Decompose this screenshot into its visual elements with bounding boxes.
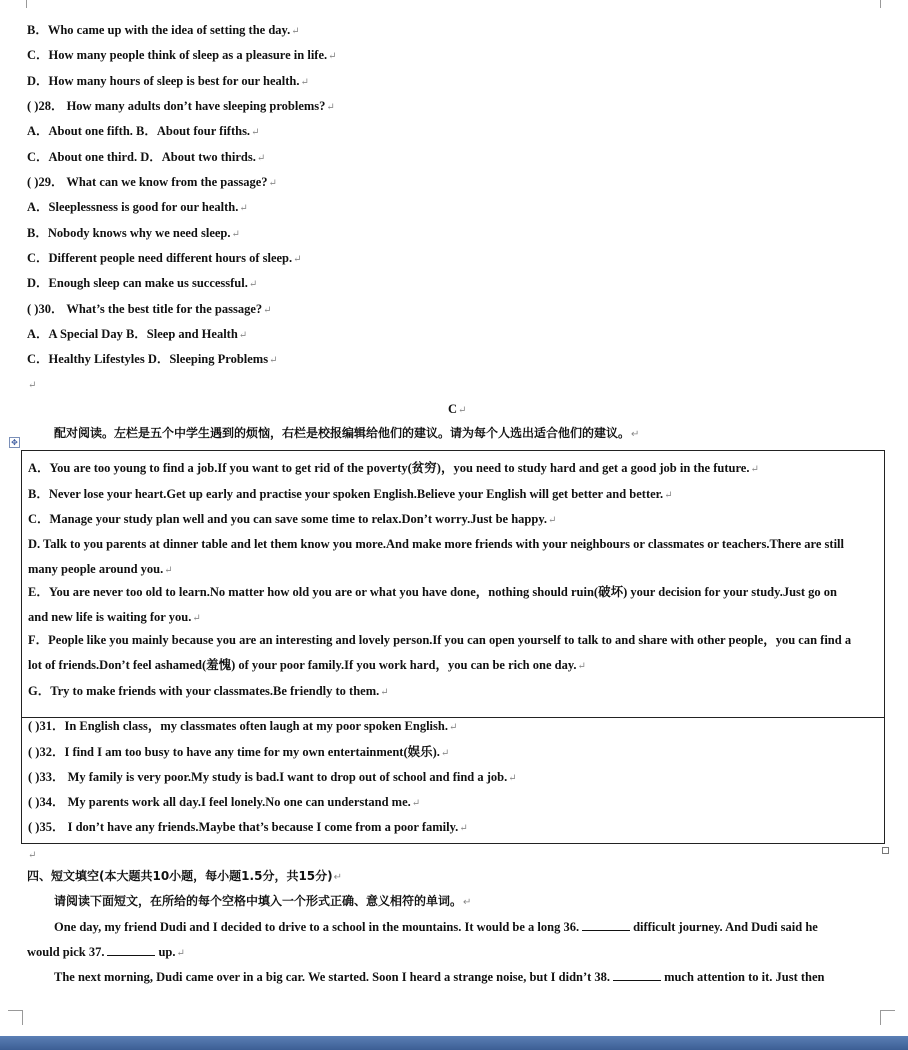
question-stem: ( )30． What’s the best title for the passage?↵: [27, 302, 272, 316]
return-arrow-icon: ↵: [231, 229, 240, 240]
move-handle-icon[interactable]: ✥: [9, 437, 20, 448]
advice-item: A．You are too young to find a job.If you want to get rid of the poverty(贫穷)，you need to study hard and get a good job in the future.↵: [28, 461, 759, 475]
option-line: A．Sleeplessness is good for our health.↵: [27, 200, 248, 214]
option-line: B．Nobody knows why we need sleep.↵: [27, 226, 240, 240]
return-arrow-icon: ↵: [291, 26, 300, 37]
option-line: D．How many hours of sleep is best for our health.↵: [27, 74, 309, 88]
section-letter: C↵: [448, 402, 467, 416]
option-line: C．About one third. D．About two thirds.↵: [27, 150, 266, 164]
return-arrow-icon: ↵: [328, 51, 337, 62]
return-arrow-icon: ↵: [268, 178, 277, 189]
return-arrow-icon: ↵: [263, 305, 272, 316]
answer-blank-36[interactable]: [582, 920, 630, 931]
return-arrow-icon: ↵: [28, 850, 37, 861]
question-stem: ( )28． How many adults don’t have sleeping problems?↵: [27, 99, 335, 113]
return-arrow-icon: ↵: [176, 948, 185, 959]
advice-item: E．You are never too old to learn.No matter how old you are or what you have done，nothing should ruin(破坏) your decision for your study.Just go on: [28, 585, 837, 599]
question-stem: ( )29． What can we know from the passage?↵: [27, 175, 277, 189]
advice-item: lot of friends.Don’t feel ashamed(羞愧) of your poor family.If you work hard，you can be rich one day.↵: [28, 658, 586, 672]
return-arrow-icon: ↵: [300, 77, 309, 88]
passage-line: would pick 37. up.↵: [27, 945, 185, 959]
empty-paragraph: [27, 376, 36, 394]
advice-item: and new life is waiting for you.↵: [28, 610, 201, 624]
return-arrow-icon: ↵: [269, 355, 278, 366]
passage-line: The next morning, Dudi came over in a big car. We started. Soon I heard a strange noise, but I didn’t 38. much attention to it. Just then: [54, 970, 825, 984]
return-arrow-icon: ↵: [631, 429, 640, 440]
option-line: C．Different people need different hours of sleep.↵: [27, 251, 302, 265]
page-corner-mark: [880, 0, 897, 8]
page-corner-mark: [8, 1010, 23, 1025]
table-resize-handle[interactable]: [882, 847, 889, 854]
return-arrow-icon: ↵: [256, 153, 266, 164]
return-arrow-icon: ↵: [463, 897, 472, 908]
return-arrow-icon: ↵: [28, 380, 37, 391]
section-instruction: 配对阅读。左栏是五个中学生遇到的烦恼，右栏是校报编辑给他们的建议。请为每个人选出适合他们的建议。↵: [54, 426, 640, 440]
option-line: C．Healthy Lifestyles D．Sleeping Problems↵: [27, 352, 278, 366]
answer-blank-37[interactable]: [107, 945, 155, 956]
option-line: B．Who came up with the idea of setting the day.↵: [27, 23, 300, 37]
problem-item: ( )33． My family is very poor.My study is bad.I want to drop out of school and find a job.↵: [28, 770, 517, 784]
return-arrow-icon: ↵: [458, 405, 467, 416]
problem-item: ( )35． I don’t have any friends.Maybe that’s because I come from a poor family.↵: [28, 820, 468, 834]
return-arrow-icon: ↵: [251, 127, 260, 138]
option-line: D．Enough sleep can make us successful.↵: [27, 276, 258, 290]
return-arrow-icon: ↵: [293, 254, 302, 265]
option-line: A．A Special Day B．Sleep and Health↵: [27, 327, 248, 341]
return-arrow-icon: ↵: [238, 330, 248, 341]
page-corner-mark: [880, 1010, 895, 1025]
return-arrow-icon: ↵: [239, 203, 248, 214]
advice-item: B．Never lose your heart.Get up early and practise your spoken English.Believe your English will get better and better.↵: [28, 487, 673, 501]
advice-item: F．People like you mainly because you are an interesting and lovely person.If you can open yourself to talk to and share with other people，you can find a: [28, 633, 852, 647]
advice-table: [21, 450, 885, 718]
window-status-bar: [0, 1036, 908, 1050]
advice-item: C．Manage your study plan well and you can save some time to relax.Don’t worry.Just be happy.↵: [28, 512, 557, 526]
option-line: C．How many people think of sleep as a pleasure in life.↵: [27, 48, 337, 62]
answer-blank-38[interactable]: [613, 970, 661, 981]
section-instruction: 请阅读下面短文，在所给的每个空格中填入一个形式正确、意义相符的单词。↵: [54, 894, 472, 908]
problems-table: [21, 716, 885, 844]
return-arrow-icon: ↵: [248, 279, 258, 290]
option-line: A．About one fifth. B．About four fifths.↵: [27, 124, 260, 138]
page-corner-mark: [12, 0, 27, 8]
return-arrow-icon: ↵: [333, 872, 343, 883]
advice-item: G．Try to make friends with your classmates.Be friendly to them.↵: [28, 684, 389, 698]
problem-item: ( )32．I find I am too busy to have any time for my own entertainment(娱乐).↵: [28, 745, 450, 759]
problem-item: ( )34． My parents work all day.I feel lonely.No one can understand me.↵: [28, 795, 421, 809]
problem-item: ( )31．In English class，my classmates often laugh at my poor spoken English.↵: [28, 719, 458, 733]
empty-paragraph: [27, 846, 36, 864]
advice-item: D. Talk to you parents at dinner table and let them know you more.And make more friends with your neighbours or classmates or teachers.There are still: [28, 537, 844, 551]
return-arrow-icon: ↵: [326, 102, 335, 113]
advice-item: many people around you.↵: [28, 562, 173, 576]
section-heading: 四、短文填空(本大题共10小题，每小题1.5分，共15分)↵: [27, 869, 343, 883]
passage-line: One day, my friend Dudi and I decided to drive to a school in the mountains. It would be a long 36. difficult journey. And Dudi said he: [54, 920, 818, 934]
